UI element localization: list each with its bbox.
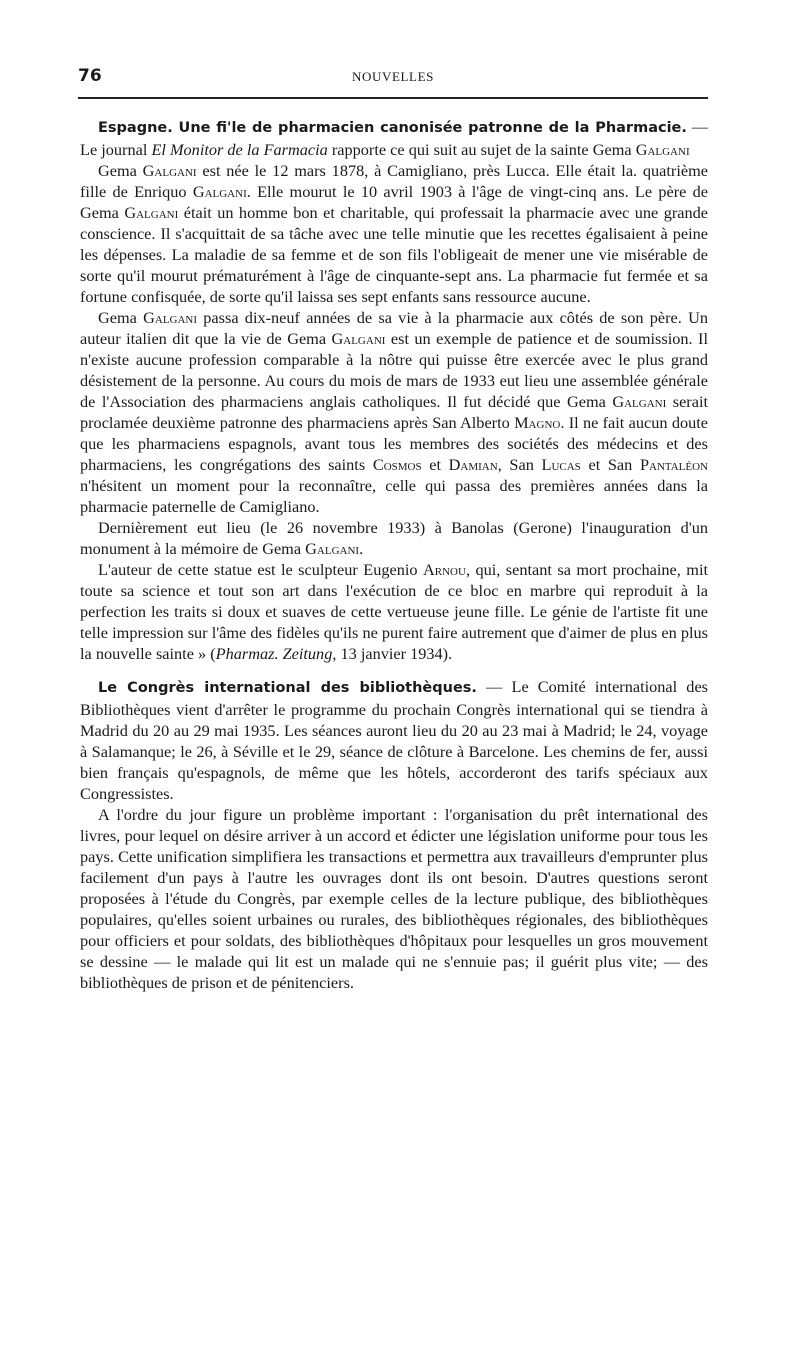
header-divider: [78, 97, 708, 99]
page-number: 76: [78, 66, 102, 86]
section-1-paragraph-2: Gema Galgani est née le 12 mars 1878, à Camigliano, près Lucca. Elle était la. quatrième fille de Enriquo Galgani. Elle mourut le 10 avril 1903 à l'âge de vingt-cinq ans. Le père de Gema Galgani était un homme bon et charitable, qui professait la pharmacie avec une grande conscience. Il s'acquittait de sa tâche avec une telle minutie que les recettes égalisaient à peine les dépenses. La maladie de sa femme et de son fils l'obligeait de mener une vie misérable de sorte qu'il mourut prématurément à l'âge de cinquante-sept ans. La pharmacie fut fermée et sa fortune confisquée, de sorte qu'il laissa ses sept enfants sans ressource aucune.: [80, 161, 709, 306]
article-body: [80, 116, 708, 993]
person-name: Galgani: [142, 161, 197, 180]
person-name: Magno: [514, 413, 561, 432]
section-1-paragraph-5: L'auteur de cette statue est le sculpteur Eugenio Arnou, qui, sentant sa mort prochaine, mit toute sa science et tout son art dans l'exécution de ce bloc en marbre qui reproduit à la perfection les traits si doux et suaves de cette vertueuse jeune fille. Le génie de l'artiste fit une telle impression sur l'âme des fidèles qu'ils ne purent faire autrement que d'aimer de plus en plus la nouvelle sainte » (Pharmaz. Zeitung, 13 janvier 1934).: [80, 560, 709, 663]
section-title-espagne: Espagne. Une fi'le de pharmacien canonisée patronne de la Pharmacie.: [98, 120, 687, 136]
person-name: Lucas: [541, 455, 581, 474]
section-1-paragraph-1: Espagne. Une fi'le de pharmacien canonisée patronne de la Pharmacie. — Le journal El Monitor de la Farmacia rapporte ce qui suit au sujet de la sainte Gema Galgani: [80, 117, 708, 159]
person-name: Cosmos: [372, 455, 422, 474]
person-name: Galgani: [143, 308, 198, 327]
journal-title: El Monitor de la Farmacia: [151, 140, 328, 159]
person-name: Galgani: [612, 392, 667, 411]
journal-title: Pharmaz. Zeitung: [215, 644, 333, 663]
person-name: Galgani: [331, 329, 386, 348]
person-name: Pantaléon: [639, 455, 709, 474]
section-1-paragraph-3: Gema Galgani passa dix-neuf années de sa vie à la pharmacie aux côtés de son père. Un auteur italien dit que la vie de Gema Galgani est un exemple de patience et de soumission. Il n'existe aucune profession comparable à la nôtre qui puisse être exercée avec le plus grand désistement de la personne. Au cours du mois de mars de 1933 eut lieu une assemblée générale de l'Association des pharmaciens anglais catholiques. Il fut décidé que Gema Galgani serait proclamée deuxième patronne des pharmaciens après San Alberto Magno. Il ne fait aucun doute que les pharmaciens espagnols, avant tous les membres des sociétés des médecins et des pharmaciens, les congrégations des saints Cosmos et Damian, San Lucas et San Pantaléon n'hésitent un moment pour la reconnaître, celle qui passa des premières années dans la pharmacie paternelle de Camigliano.: [80, 308, 709, 516]
running-title: NOUVELLES: [352, 69, 434, 84]
section-2-paragraph-1: Le Congrès international des bibliothèques. — Le Comité international des Bibliothèques vient d'arrêter le programme du prochain Congrès international qui se tiendra à Madrid du 20 au 29 mai 1935. Les séances auront lieu du 20 au 23 mai à Madrid; le 24, voyage à Salamanque; le 26, à Séville et le 29, séance de clôture à Barcelone. Les chemins de fer, aussi bien français qu'espagnols, de même que les hôtels, accorderont des tarifs spéciaux aux Congressistes.: [80, 677, 709, 803]
person-name: Arnou: [423, 560, 466, 579]
section-title-congres: Le Congrès international des bibliothèques.: [98, 680, 477, 696]
person-name: Galgani: [635, 140, 690, 159]
section-1-paragraph-4: Dernièrement eut lieu (le 26 novembre 1933) à Banolas (Gerone) l'inauguration d'un monument à la mémoire de Gema Galgani.: [80, 518, 708, 558]
person-name: Galgani: [124, 203, 179, 222]
person-name: Damian: [448, 455, 498, 474]
person-name: Galgani: [305, 539, 360, 558]
section-2-paragraph-2: A l'ordre du jour figure un problème important : l'organisation du prêt international des livres, pour lequel on désire arriver à un accord et édicter une législation uniforme pour tous les pays. Cette unification simplifiera les transactions et permettra aux travailleurs d'emprunter plus facilement d'un pays à l'autre les ouvrages dont ils ont besoin. D'autres questions seront proposées à l'étude du Congrès, par exemple celles de la lecture publique, des bibliothèques populaires, qu'elles soient urbaines ou rurales, des bibliothèques régionales, des bibliothèques pour officiers et pour soldats, des bibliothèques d'hôpitaux pour lesquelles un gros mouvement se dessine — le malade qui lit est un malade qui ne s'ennuie pas; il guérit plus vite; — des bibliothèques de prison et de pénitenciers.: [80, 805, 708, 992]
page-header: [78, 66, 708, 92]
person-name: Galgani: [192, 182, 247, 201]
